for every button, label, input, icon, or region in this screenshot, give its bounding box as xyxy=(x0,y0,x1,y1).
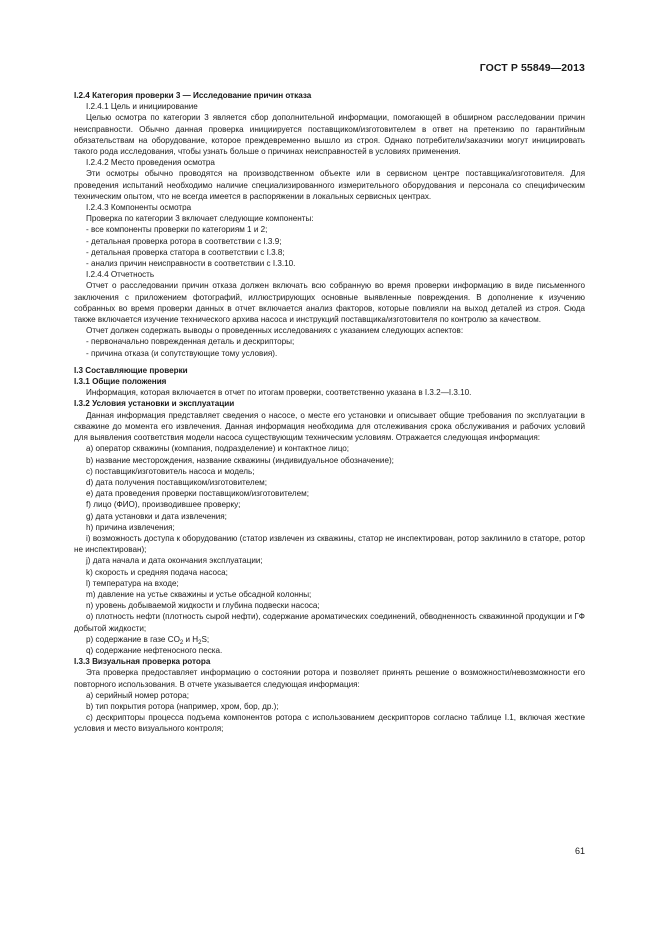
subsection-heading: I.2.4.2 Место проведения осмотра xyxy=(86,158,215,168)
list-item: - детальная проверка статора в соответствии с I.3.8; xyxy=(86,247,285,257)
list-item: l) температура на входе; xyxy=(86,578,179,588)
paragraph: Целью осмотра по категории 3 является сбор дополнительной информации, помогающей в обширном расследовании причин неисправности. Обычно данная проверка инициируется поставщиком/изготовителем в ответ на претензию по гарантийным обязательствам на оборудование, которое преждевременно вышло из строя. Однако потребители/заказчики могут инициировать такого рода исследования, чтобы узнать больше о причинах неисправностей в условиях применения. xyxy=(74,113,585,157)
standard-code: ГОСТ Р 55849—2013 xyxy=(479,62,585,74)
list-item: g) дата установки и дата извлечения; xyxy=(86,511,227,521)
paragraph: Отчет о расследовании причин отказа должен включать всю собранную во время проверки информацию в виде письменного заключения с приложением фотографий, иллюстрирующих основные выявленные повреждения. В дополнение к изучению собранных во время проверки данных в отчет включается анализ факторов, которые повлияли на выход деталей из строя. Сюда также включается изучение технического архива насоса и инструкций поставщика/изготовителя по контролю за качеством. xyxy=(74,281,585,325)
list-item: f) лицо (ФИО), производившее проверку; xyxy=(86,500,241,510)
section-heading: I.3.1 Общие положения xyxy=(74,377,167,387)
list-item: - причина отказа (и сопутствующие тому условия). xyxy=(86,348,278,358)
list-item: b) название месторождения, название скважины (индивидуальное обозначение); xyxy=(86,455,394,465)
subsection-heading: I.2.4.3 Компоненты осмотра xyxy=(86,203,192,213)
list-item-text: S; xyxy=(201,634,210,644)
subscript: 2 xyxy=(179,639,184,646)
list-item: - все компоненты проверки по категориям 1 и 2; xyxy=(86,225,268,235)
subsection-heading: I.2.4.4 Отчетность xyxy=(86,270,155,280)
list-item-text: и H xyxy=(183,634,199,644)
page-number: 61 xyxy=(574,846,585,856)
list-item: c) поставщик/изготовитель насоса и модель; xyxy=(86,466,255,476)
list-item: a) оператор скважины (компания, подразделение) и контактное лицо; xyxy=(86,444,350,454)
subscript: 2 xyxy=(198,639,202,646)
paragraph: Эта проверка предоставляет информацию о состоянии ротора и позволяет принять решение о возможности/невозможности его повторного использования. В отчете указывается следующая информация: xyxy=(74,668,585,689)
list-item: h) причина извлечения; xyxy=(86,522,175,532)
list-item: m) давление на устье скважины и устье обсадной колонны; xyxy=(86,589,312,599)
paragraph: i) возможность доступа к оборудованию (статор извлечен из скважины, статор не инспектирован, ротор заклинило в статоре, ротор не инспектирован); xyxy=(74,533,585,555)
list-item: d) дата получения поставщиком/изготовителем; xyxy=(86,477,267,487)
list-item: n) уровень добываемой жидкости и глубина подвески насоса; xyxy=(86,601,320,611)
list-item: e) дата проведения проверки поставщиком/изготовителем; xyxy=(86,489,310,499)
list-item: j) дата начала и дата окончания эксплуатации; xyxy=(86,556,263,566)
paragraph: c) дескрипторы процесса подъема компонентов ротора с использованием дескрипторов согласно таблице I.1, включая жесткие условия и место визуального контроля; xyxy=(74,713,585,734)
paragraph: Отчет должен содержать выводы о проведенных исследованиях с указанием следующих аспектов: xyxy=(86,326,464,336)
section-heading: I.2.4 Категория проверки 3 — Исследование причин отказа xyxy=(74,91,312,100)
subsection-heading: I.2.4.1 Цель и инициирование xyxy=(86,102,198,112)
paragraph: o) плотность нефти (плотность сырой нефти), содержание ароматических соединений, обводненность скважинной продукции и ГФ добытой жидкости; xyxy=(74,612,585,633)
list-item: - детальная проверка ротора в соответствии с I.3.9; xyxy=(86,236,282,246)
paragraph: Информация, которая включается в отчет по итогам проверки, соответственно указана в I.3.2—I.3.10. xyxy=(86,388,472,398)
list-item: b) тип покрытия ротора (например, хром, бор, др.); xyxy=(86,701,279,711)
paragraph: Данная информация представляет сведения о насосе, о месте его установки и описывает общие требования по эксплуатации в скважине до момента его извлечения. Данная информация необходима для отслеживания срока обслуживания и рабочих условий для выявления соответствия модели насоса существующим техническим условиям. Отражается следующая информация: xyxy=(74,410,585,443)
list-item: q) содержание нефтеносного песка. xyxy=(86,645,223,655)
section-heading: I.3.2 Условия установки и эксплуатации xyxy=(74,399,235,409)
paragraph: Проверка по категории 3 включает следующие компоненты: xyxy=(86,214,314,224)
list-item: k) скорость и средняя подача насоса; xyxy=(86,567,228,577)
list-item-text: p) содержание в газе CO xyxy=(86,634,180,644)
paragraph: Эти осмотры обычно проводятся на производственном объекте или в сервисном центре поставщика/изготовителя. Для проведения испытаний необходимо наличие специализированного измерительного оборудования и персонала со специфическим техническим опытом, что не всегда имеется в распоряжении в локальных сервисных центрах. xyxy=(74,169,585,201)
section-heading: I.3.3 Визуальная проверка ротора xyxy=(74,657,211,667)
section-heading: I.3 Составляющие проверки xyxy=(74,365,188,375)
list-item: - первоначально поврежденная деталь и дескрипторы; xyxy=(86,337,295,347)
list-item: - анализ причин неисправности в соответствии с I.3.10. xyxy=(86,259,296,269)
list-item xyxy=(74,634,585,645)
document-body xyxy=(74,90,585,735)
list-item: a) серийный номер ротора; xyxy=(86,690,189,700)
